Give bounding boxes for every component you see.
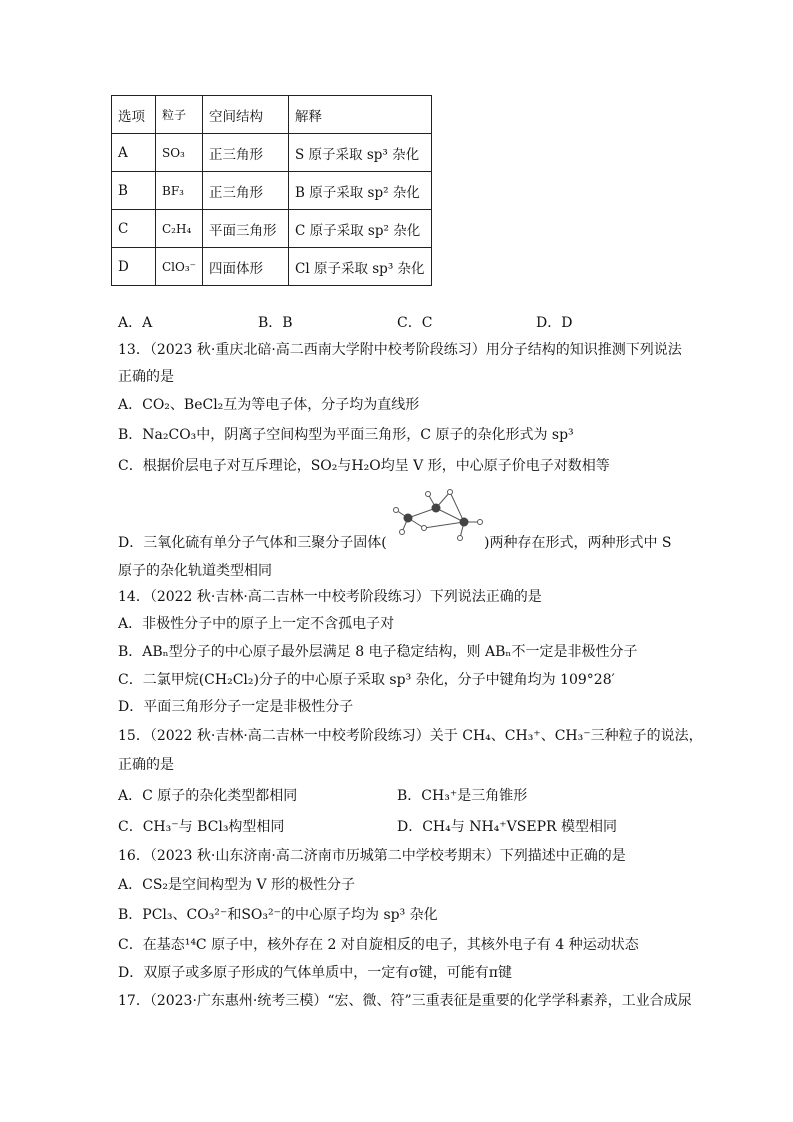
q14-option-a: A．非极性分子中的原子上一定不含孤电子对 xyxy=(118,616,395,632)
q13-option-d-part2: )两种存在形式，两种形式中 S xyxy=(484,535,672,551)
q12-choice-d: D．D xyxy=(536,315,573,331)
table-header-cell: 解释 xyxy=(289,96,432,134)
q16-option-c: C．在基态¹⁴C 原子中，核外存在 2 对自旋相反的电子，其核外电子有 4 种运动状态 xyxy=(118,937,639,953)
sulfur-trioxide-trimer-icon xyxy=(388,488,488,544)
q13-option-d-part1: D．三氧化硫有单分子气体和三聚分子固体( xyxy=(118,535,387,551)
q15-stem-line2: 正确的是 xyxy=(118,757,174,773)
table-header-cell: 选项 xyxy=(112,96,156,134)
table-header-row xyxy=(112,96,432,134)
table-cell: 平面三角形 xyxy=(203,210,289,248)
q14-option-d: D．平面三角形分子一定是非极性分子 xyxy=(118,699,354,715)
q16-stem: 16．（2023 秋·山东济南·高二济南市历城第二中学校考期末）下列描述中正确的是 xyxy=(118,848,626,864)
q16-option-b: B．PCl₃、CO₃²⁻和SO₃²⁻的中心原子均为 sp³ 杂化 xyxy=(118,907,438,923)
table-cell: B xyxy=(112,172,156,210)
table-row xyxy=(112,210,432,248)
q13-option-b: B．Na₂CO₃中，阴离子空间构型为平面三角形，C 原子的杂化形式为 sp³ xyxy=(118,427,574,443)
table-cell: S 原子采取 sp³ 杂化 xyxy=(289,134,432,172)
table-row xyxy=(112,134,432,172)
table-cell: 正三角形 xyxy=(203,134,289,172)
q14-option-b: B．ABₙ型分子的中心原子最外层满足 8 电子稳定结构，则 ABₙ不一定是非极性分子 xyxy=(118,644,638,660)
table-row xyxy=(112,172,432,210)
q15-option-b: B．CH₃⁺是三角锥形 xyxy=(397,788,528,804)
q12-choice-b: B．B xyxy=(258,315,293,331)
q15-option-c: C．CH₃⁻与 BCl₃构型相同 xyxy=(118,819,285,835)
q15-stem-line1: 15．（2022 秋·吉林·高二吉林一中校考阶段练习）关于 CH₄、CH₃⁺、CH₃⁻三种粒子的说法， xyxy=(118,728,703,744)
q12-choice-c: C．C xyxy=(397,315,433,331)
table-cell: D xyxy=(112,248,156,286)
q17-stem: 17．（2023·广东惠州·统考三模）“宏、微、符”三重表征是重要的化学学科素养，工业合成尿 xyxy=(118,993,692,1009)
q16-option-a: A．CS₂是空间构型为 V 形的极性分子 xyxy=(118,877,356,893)
q15-option-d: D．CH₄与 NH₄⁺VSEPR 模型相同 xyxy=(397,819,618,835)
q13-option-a: A．CO₂、BeCl₂互为等电子体，分子均为直线形 xyxy=(118,397,420,413)
q13-stem-line1: 13．（2023 秋·重庆北碚·高二西南大学附中校考阶段练习）用分子结构的知识推测下列说法 xyxy=(118,342,682,358)
options-table xyxy=(111,95,432,286)
table-cell: BF₃ xyxy=(156,172,203,210)
table-header-cell: 空间结构 xyxy=(203,96,289,134)
table-cell: C₂H₄ xyxy=(156,210,203,248)
table-cell: ClO₃⁻ xyxy=(156,248,203,286)
table-cell: 正三角形 xyxy=(203,172,289,210)
q14-stem: 14．（2022 秋·吉林·高二吉林一中校考阶段练习）下列说法正确的是 xyxy=(118,589,542,605)
table-header-cell: 粒子 xyxy=(156,96,203,134)
table-cell: B 原子采取 sp² 杂化 xyxy=(289,172,432,210)
table-cell: C xyxy=(112,210,156,248)
q13-option-c: C．根据价层电子对互斥理论，SO₂与H₂O均呈 V 形，中心原子价电子对数相等 xyxy=(118,458,610,474)
q14-option-c: C．二氯甲烷(CH₂Cl₂)分子的中心原子采取 sp³ 杂化，分子中键角均为 109°28′ xyxy=(118,672,615,688)
q13-option-d-line2: 原子的杂化轨道类型相同 xyxy=(118,563,272,579)
table-cell: A xyxy=(112,134,156,172)
q16-option-d: D．双原子或多原子形成的气体单质中，一定有σ键，可能有π键 xyxy=(118,965,512,981)
table-cell: Cl 原子采取 sp³ 杂化 xyxy=(289,248,432,286)
table-cell: SO₃ xyxy=(156,134,203,172)
q15-option-a: A．C 原子的杂化类型都相同 xyxy=(118,788,298,804)
table-row xyxy=(112,248,432,286)
table-cell: C 原子采取 sp² 杂化 xyxy=(289,210,432,248)
q12-choice-a: A．A xyxy=(118,315,153,331)
q13-stem-line2: 正确的是 xyxy=(118,369,174,385)
table-cell: 四面体形 xyxy=(203,248,289,286)
